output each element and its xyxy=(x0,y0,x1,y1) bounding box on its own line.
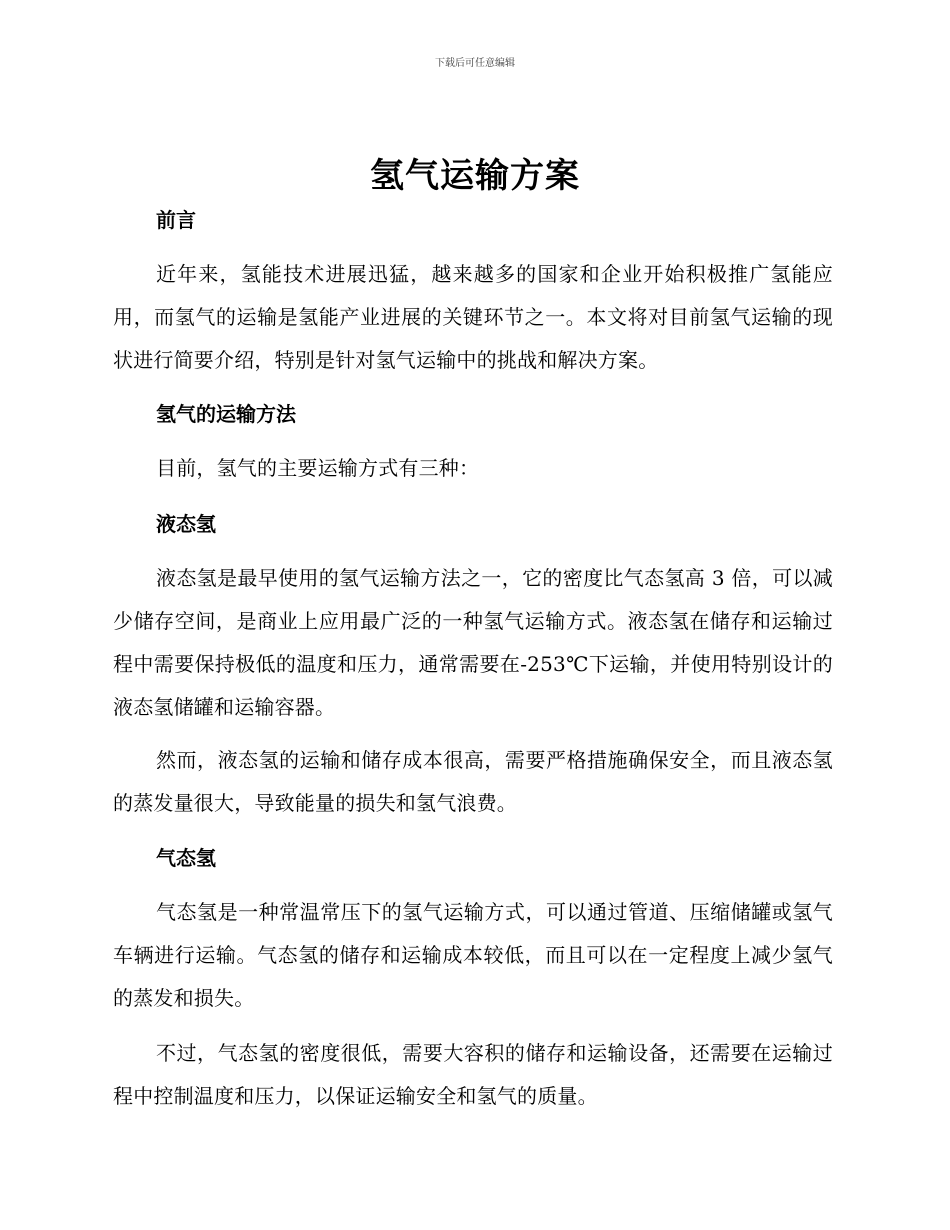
section-heading-gaseous-hydrogen: 气态氢 xyxy=(156,846,216,870)
page-header-note: 下载后可任意编辑 xyxy=(435,58,515,69)
section-heading-transport-methods: 氢气的运输方法 xyxy=(156,402,296,426)
paragraph-transport-intro: 目前，氢气的主要运输方式有三种： xyxy=(156,456,480,480)
paragraph-preface: 近年来，氢能技术进展迅猛，越来越多的国家和企业开始积极推广氢能应用，而氢气的运输是氢能产业进展的关键环节之一。本文将对目前氢气运输的现状进行简要介绍，特别是针对氢气运输中的挑战和解决方案。 xyxy=(113,262,833,372)
section-heading-preface: 前言 xyxy=(156,208,196,232)
paragraph-gaseous-hydrogen-1: 气态氢是一种常温常压下的氢气运输方式，可以通过管道、压缩储罐或氢气车辆进行运输。气态氢的储存和运输成本较低，而且可以在一定程度上减少氢气的蒸发和损失。 xyxy=(113,900,833,1010)
section-heading-liquid-hydrogen: 液态氢 xyxy=(156,512,216,536)
paragraph-gaseous-hydrogen-2: 不过，气态氢的密度很低，需要大容积的储存和运输设备，还需要在运输过程中控制温度和压力，以保证运输安全和氢气的质量。 xyxy=(113,1041,833,1108)
paragraph-liquid-hydrogen-2: 然而，液态氢的运输和储存成本很高，需要严格措施确保安全，而且液态氢的蒸发量很大，导致能量的损失和氢气浪费。 xyxy=(113,748,833,815)
document-title: 氢气运输方案 xyxy=(370,156,580,196)
paragraph-liquid-hydrogen-1: 液态氢是最早使用的氢气运输方法之一，它的密度比气态氢高 3 倍，可以减少储存空间，是商业上应用最广泛的一种氢气运输方式。液态氢在储存和运输过程中需要保持极低的温度和压力，通常需要在-253℃下运输，并使用特别设计的液态氢储罐和运输容器。 xyxy=(113,566,833,719)
